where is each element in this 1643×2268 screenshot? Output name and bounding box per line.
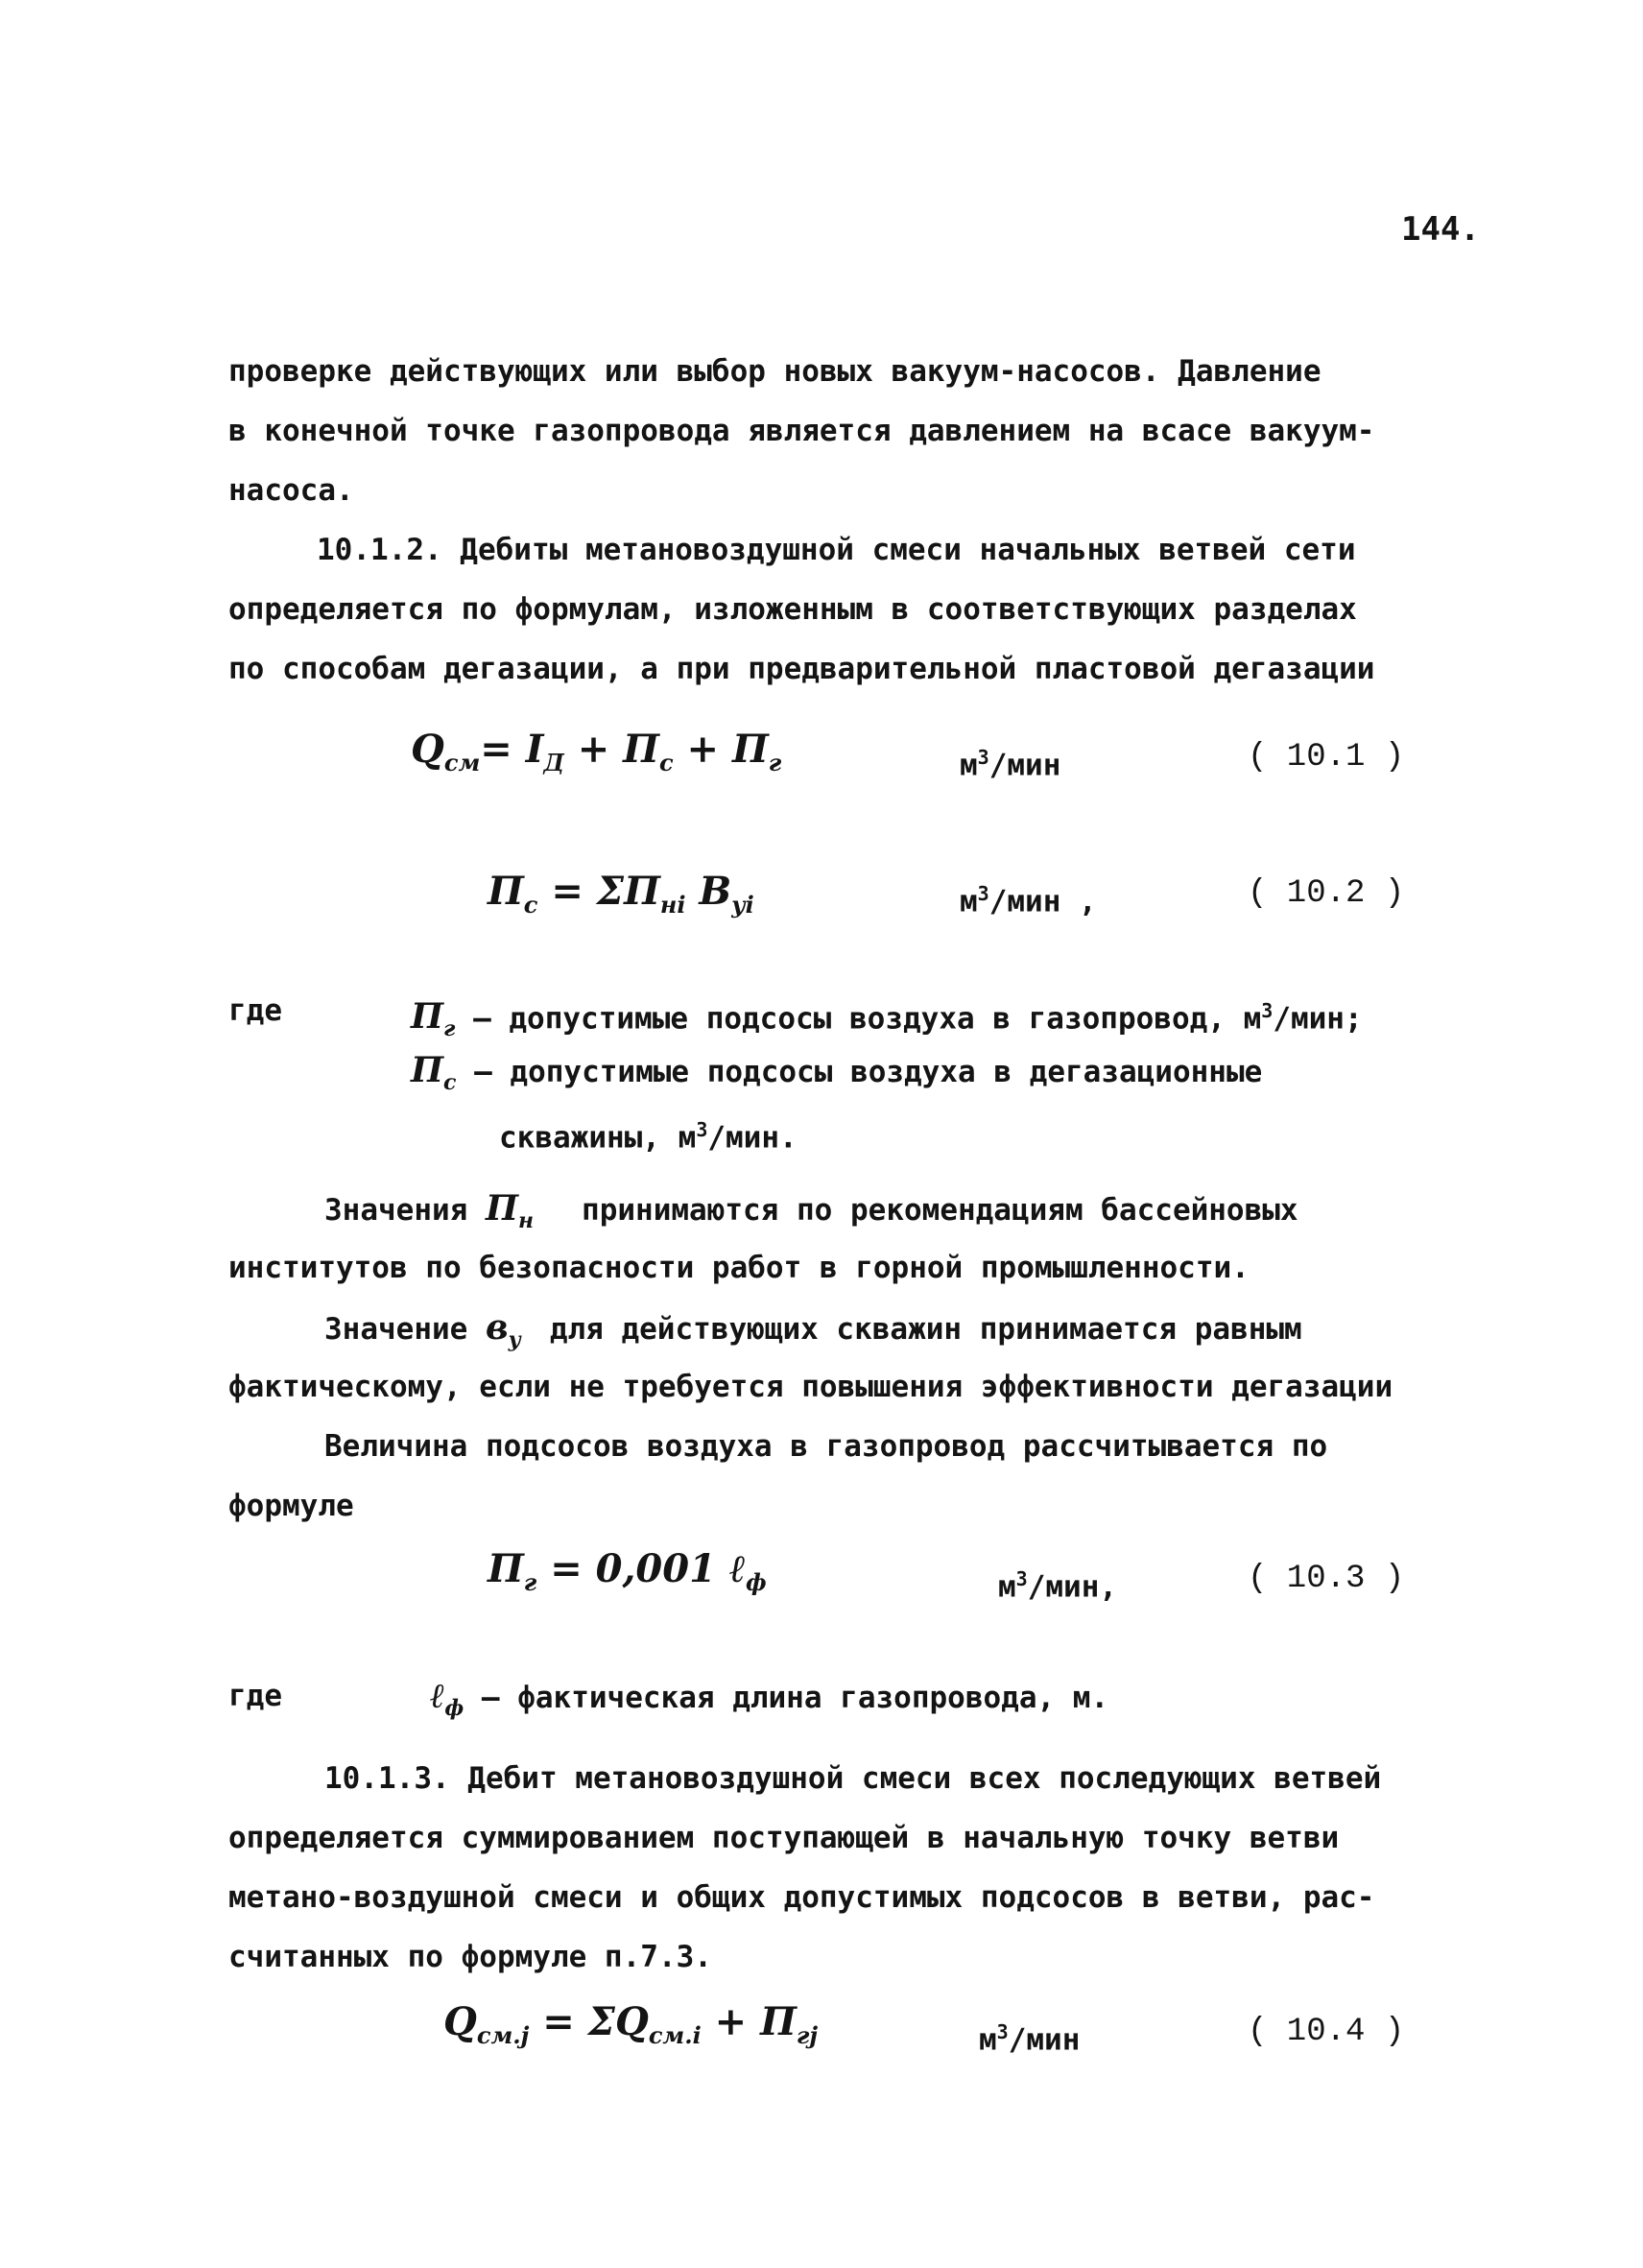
paragraph-line: метано-воздушной смеси и общих допустимых подсосов в ветви, рас- [228, 1880, 1375, 1915]
paragraph-line: Значения $П_н$ принимаются по рекомендациям бассейновых [324, 1188, 1298, 1234]
formula-10-2: $П_с = \Sigma П_{нi}$ $В_{уi}$ [488, 869, 754, 919]
definition-line: скважины, $м^3$/мин. [499, 1118, 798, 1156]
page-number: 144. [1401, 210, 1480, 249]
formula-10-1: $Q_{см}= I_Д + П_с + П_г$ [411, 727, 782, 776]
definition-line: ℓ$_ф$ – фактическая длина газопровода, м. [430, 1676, 1109, 1722]
equation-number: ( 10.4 ) [1248, 2014, 1405, 2050]
paragraph-line: 10.1.2. Дебиты метановоздушной смеси начальных ветвей сети [317, 533, 1356, 567]
formula-unit: $м^3$/мин [979, 2020, 1081, 2058]
definition-line: $П_с$ – допустимые подсосы воздуха в дегазационные [411, 1050, 1263, 1096]
formula-unit: $м^3$/мин [960, 746, 1061, 783]
equation-number: ( 10.3 ) [1248, 1561, 1405, 1597]
paragraph-line: в конечной точке газопровода является давлением на всасе вакуум- [228, 414, 1375, 448]
paragraph-line: насоса. [228, 473, 354, 508]
paragraph-line: формуле [228, 1489, 354, 1523]
paragraph-line: фактическому, если не требуется повышения эффективности дегазации [228, 1370, 1393, 1404]
where-label: где [228, 1679, 282, 1713]
paragraph-line: определяется по формулам, изложенным в соответствующих разделах [228, 592, 1357, 627]
equation-number: ( 10.1 ) [1248, 739, 1405, 776]
paragraph-line: Величина подсосов воздуха в газопровод рассчитывается по [324, 1429, 1328, 1464]
paragraph-line: 10.1.3. Дебит метановоздушной смеси всех последующих ветвей [324, 1761, 1382, 1796]
paragraph-line: институтов по безопасности работ в горной промышленности. [228, 1251, 1250, 1285]
equation-number: ( 10.2 ) [1248, 875, 1405, 912]
where-label: где [228, 993, 282, 1028]
paragraph-line: считанных по формуле п.7.3. [228, 1940, 712, 1974]
formula-unit: $м^3$/мин , [960, 882, 1097, 919]
paragraph-line: по способам дегазации, а при предварительной пластовой дегазации [228, 652, 1375, 686]
formula-unit: $м^3$/мин, [998, 1567, 1118, 1605]
formula-10-3: $П_г = 0,001$ ℓ$_ф$ [488, 1546, 767, 1596]
paragraph-line: проверке действующих или выбор новых вакуум-насосов. Давление [228, 354, 1322, 389]
formula-10-4: $Q_{см.j} = \Sigma Q_{см.i} + П_{гj}$ [443, 1999, 819, 2049]
paragraph-line: Значение $в_у$ для действующих скважин принимается равным [324, 1307, 1302, 1353]
paragraph-line: определяется суммированием поступающей в начальную точку ветви [228, 1821, 1340, 1855]
definition-line: $П_г$ – допустимые подсосы воздуха в газопровод, $м^3$/мин; [411, 996, 1363, 1042]
